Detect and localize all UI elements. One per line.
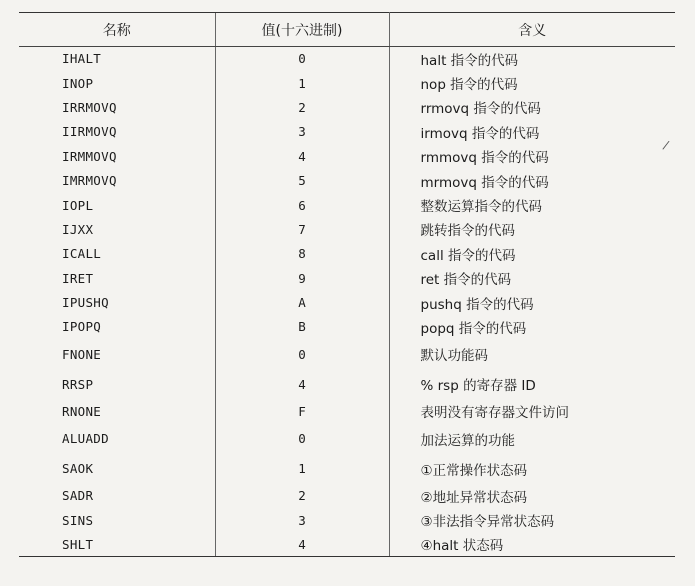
constant-name: IIRMOVQ bbox=[62, 124, 117, 140]
constant-value: 4 bbox=[215, 144, 389, 168]
constant-meaning: 表明没有寄存器文件访问 bbox=[420, 405, 569, 422]
constant-value: 0 bbox=[215, 424, 389, 454]
constant-value: 1 bbox=[215, 454, 389, 484]
constant-name: RRSP bbox=[62, 376, 94, 392]
constant-meaning: pushq 指令的代码 bbox=[420, 296, 534, 313]
constant-name: IRET bbox=[62, 270, 94, 286]
constant-meaning: mrmovq 指令的代码 bbox=[420, 174, 549, 191]
table-row bbox=[19, 369, 675, 399]
constant-meaning: popq 指令的代码 bbox=[420, 320, 527, 337]
constant-meaning: rrmovq 指令的代码 bbox=[420, 101, 541, 118]
table-row bbox=[19, 484, 675, 508]
constant-name: RNONE bbox=[62, 403, 102, 419]
table-row bbox=[19, 168, 675, 192]
constant-meaning: 默认功能码 bbox=[420, 348, 488, 365]
table-row bbox=[19, 454, 675, 484]
constant-name: INOP bbox=[62, 75, 94, 91]
constant-name: FNONE bbox=[62, 346, 102, 362]
constant-name: IRRMOVQ bbox=[62, 99, 117, 115]
constant-meaning: % rsp 的寄存器 ID bbox=[420, 378, 536, 395]
constant-value: 2 bbox=[215, 484, 389, 508]
constant-name: ICALL bbox=[62, 246, 102, 262]
constant-meaning: irmovq 指令的代码 bbox=[420, 125, 540, 142]
constant-value: 2 bbox=[215, 95, 389, 119]
constant-meaning: rmmovq 指令的代码 bbox=[420, 150, 549, 167]
constant-name: IHALT bbox=[62, 51, 102, 67]
constant-name: IMRMOVQ bbox=[62, 173, 117, 189]
stray-mark: / bbox=[661, 137, 671, 153]
table-row bbox=[19, 508, 675, 532]
constant-value: 4 bbox=[215, 369, 389, 399]
constant-value: B bbox=[215, 315, 389, 339]
constant-meaning: ③非法指令异常状态码 bbox=[420, 514, 555, 531]
constant-value: 1 bbox=[215, 71, 389, 95]
constant-name: IOPL bbox=[62, 197, 94, 213]
constant-value: 0 bbox=[215, 47, 389, 71]
constant-value: 8 bbox=[215, 242, 389, 266]
constant-value: 3 bbox=[215, 508, 389, 532]
constant-value: 0 bbox=[215, 339, 389, 369]
table-body bbox=[19, 47, 675, 557]
constant-value: 5 bbox=[215, 168, 389, 192]
constant-name: IRMMOVQ bbox=[62, 148, 117, 164]
constant-value: 7 bbox=[215, 217, 389, 241]
constant-name: SADR bbox=[62, 488, 94, 504]
constant-name: ALUADD bbox=[62, 431, 109, 447]
table-row bbox=[19, 399, 675, 423]
constant-name: IPOPQ bbox=[62, 319, 102, 335]
constants-table bbox=[19, 12, 675, 557]
table-row bbox=[19, 120, 675, 144]
header-value: 值(十六进制) bbox=[215, 13, 389, 47]
header-meaning: 含义 bbox=[389, 13, 675, 47]
header-name: 名称 bbox=[19, 13, 215, 47]
table-row bbox=[19, 217, 675, 241]
constant-meaning: halt 指令的代码 bbox=[420, 52, 519, 69]
table-row bbox=[19, 71, 675, 95]
constant-meaning: ④halt 状态码 bbox=[389, 532, 675, 556]
table-row bbox=[19, 144, 675, 168]
table-row bbox=[19, 95, 675, 119]
constants-table-container bbox=[19, 12, 675, 557]
constant-meaning: ret 指令的代码 bbox=[420, 272, 512, 289]
constant-name: SINS bbox=[62, 512, 94, 528]
table-row bbox=[19, 290, 675, 314]
constant-name: SHLT bbox=[19, 532, 215, 556]
constant-meaning: call 指令的代码 bbox=[420, 247, 516, 264]
constant-value: 9 bbox=[215, 266, 389, 290]
table-row bbox=[19, 532, 675, 556]
table-row bbox=[19, 266, 675, 290]
constant-meaning: 整数运算指令的代码 bbox=[420, 199, 542, 216]
table-row bbox=[19, 315, 675, 339]
constant-value: 3 bbox=[215, 120, 389, 144]
table-row bbox=[19, 339, 675, 369]
constant-meaning: ②地址异常状态码 bbox=[420, 489, 528, 506]
constant-meaning: nop 指令的代码 bbox=[420, 77, 518, 94]
table-header-row bbox=[19, 13, 675, 47]
constant-value: 4 bbox=[215, 532, 389, 556]
constant-name: SAOK bbox=[62, 461, 94, 477]
constant-meaning: 跳转指令的代码 bbox=[420, 223, 515, 240]
constant-value: A bbox=[215, 290, 389, 314]
table-row bbox=[19, 193, 675, 217]
constant-value: 6 bbox=[215, 193, 389, 217]
constant-name: IPUSHQ bbox=[62, 295, 109, 311]
constant-meaning: ①正常操作状态码 bbox=[420, 462, 528, 479]
constant-name: IJXX bbox=[62, 221, 94, 237]
constant-value: F bbox=[215, 399, 389, 423]
table-row bbox=[19, 47, 675, 71]
table-row bbox=[19, 424, 675, 454]
table-row bbox=[19, 242, 675, 266]
constant-meaning: 加法运算的功能 bbox=[420, 432, 515, 449]
